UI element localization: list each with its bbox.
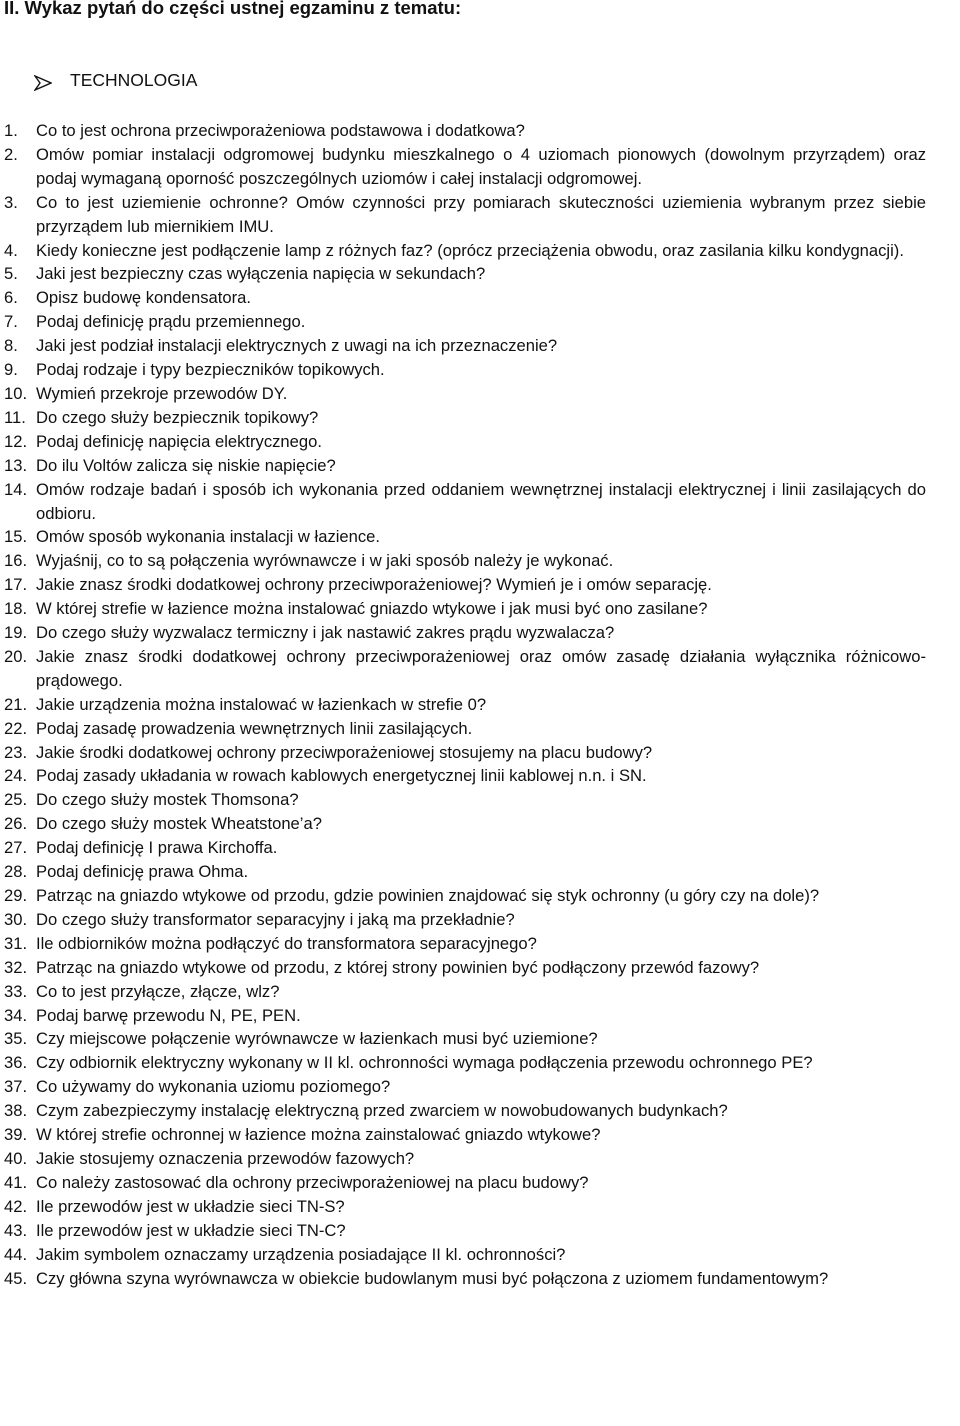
question-number: 7. (4, 312, 18, 332)
question-number: 11. (4, 407, 26, 427)
question-item (0, 908, 926, 932)
question-text: Do czego służy mostek Thomsona? (36, 790, 299, 810)
question-item (0, 430, 926, 454)
question-item (0, 143, 926, 191)
question-number: 6. (4, 288, 18, 308)
question-number: 30. (4, 909, 28, 929)
question-text: Ile przewodów jest w układzie sieci TN-C? (36, 1220, 346, 1240)
question-item (0, 1051, 926, 1075)
question-number: 36. (4, 1053, 28, 1073)
question-text: Do ilu Voltów zalicza się niskie napięcie? (36, 455, 336, 475)
question-item (0, 741, 926, 765)
question-number: 23. (4, 742, 28, 762)
question-number: 41. (4, 1172, 28, 1192)
question-number: 32. (4, 957, 28, 977)
question-text: Ile odbiorników można podłączyć do transformatora separacyjnego? (36, 933, 537, 953)
question-item (0, 836, 926, 860)
section-header (34, 67, 197, 93)
question-number: 18. (4, 599, 28, 619)
question-item (0, 358, 926, 382)
question-item (0, 1243, 926, 1267)
question-item (0, 119, 926, 143)
question-item (0, 406, 926, 430)
question-text: Czy odbiornik elektryczny wykonany w II kl. ochronności wymaga podłączenia przewodu ochronnego PE? (36, 1053, 813, 1073)
question-text: Jaki jest podział instalacji elektrycznych z uwagi na ich przeznaczenie? (36, 336, 558, 356)
question-item (0, 549, 926, 573)
question-number: 37. (4, 1077, 28, 1097)
question-number: 42. (4, 1196, 28, 1216)
question-text: Omów pomiar instalacji odgromowej budynku mieszkalnego o 4 uziomach pionowych (dowolnym przyrządem) oraz podaj wymaganą oporność poszczególnych uziomów i całej instalacji odgromowej. (36, 144, 926, 188)
question-number: 45. (4, 1268, 28, 1288)
question-item (0, 191, 926, 239)
question-number: 4. (4, 240, 18, 260)
question-number: 25. (4, 790, 28, 810)
question-item (0, 310, 926, 334)
question-text: Podaj zasady układania w rowach kablowych energetycznej linii kablowej n.n. i SN. (36, 766, 647, 786)
question-item (0, 1147, 926, 1171)
question-text: Wymień przekroje przewodów DY. (36, 383, 288, 403)
question-text: Wyjaśnij, co to są połączenia wyrównawcze i w jaki sposób należy je wykonać. (36, 551, 614, 571)
question-number: 33. (4, 981, 28, 1001)
question-item (0, 693, 926, 717)
question-item (0, 1099, 926, 1123)
question-number: 3. (4, 192, 18, 212)
question-text: Podaj definicję prawa Ohma. (36, 862, 249, 882)
question-number: 21. (4, 694, 28, 714)
question-item (0, 788, 926, 812)
question-number: 29. (4, 886, 28, 905)
question-text: Do czego służy transformator separacyjny i jaką ma przekładnie? (36, 909, 515, 929)
question-text: Opisz budowę kondensatora. (36, 288, 251, 308)
question-number: 43. (4, 1220, 28, 1240)
question-number: 38. (4, 1101, 28, 1121)
question-number: 19. (4, 623, 28, 643)
question-item (0, 573, 926, 597)
question-item (0, 1075, 926, 1099)
question-number: 28. (4, 862, 28, 882)
question-number: 39. (4, 1125, 28, 1145)
question-item (0, 1123, 926, 1147)
question-number: 12. (4, 431, 28, 451)
question-number: 17. (4, 575, 28, 595)
question-item (0, 621, 926, 645)
question-item (0, 1219, 926, 1243)
question-text: W której strefie w łazience można instalować gniazdo wtykowe i jak musi być ono zasilane? (36, 599, 708, 619)
question-item (0, 1027, 926, 1051)
question-text: Co używamy do wykonania uziomu poziomego? (36, 1077, 391, 1097)
question-text: Czy miejscowe połączenie wyrównawcze w łazienkach musi być uziemione? (36, 1029, 598, 1049)
question-text: Do czego służy wyzwalacz termiczny i jak nastawić zakres prądu wyzwalacza? (36, 623, 615, 643)
question-number: 44. (4, 1244, 28, 1264)
question-number: 34. (4, 1005, 28, 1025)
question-text: Co to jest przyłącze, złącze, wlz? (36, 981, 280, 1001)
question-text: Jakie środki dodatkowej ochrony przeciwporażeniowej stosujemy na placu budowy? (36, 742, 653, 762)
arrow-outline-icon (34, 72, 52, 88)
question-text: Jakim symbolem oznaczamy urządzenia posiadające II kl. ochronności? (36, 1244, 566, 1264)
question-item (0, 525, 926, 549)
question-item (0, 980, 926, 1004)
question-number: 22. (4, 718, 28, 738)
question-text: Czym zabezpieczymy instalację elektryczną przed zwarciem w nowobudowanych budynkach? (36, 1101, 728, 1121)
question-text: Podaj definicję prądu przemiennego. (36, 312, 306, 332)
question-number: 40. (4, 1148, 28, 1168)
question-item (0, 286, 926, 310)
question-number: 31. (4, 933, 28, 953)
question-text: Patrząc na gniazdo wtykowe od przodu, z której strony powinien być podłączony przewód fazowy? (36, 957, 760, 977)
question-number: 16. (4, 551, 28, 571)
question-item (0, 860, 926, 884)
question-item (0, 1267, 926, 1291)
question-number: 15. (4, 527, 28, 547)
question-number: 5. (4, 264, 18, 284)
question-item (0, 597, 926, 621)
question-number: 10. (4, 383, 28, 403)
question-number: 35. (4, 1029, 28, 1049)
question-text: Co to jest uziemienie ochronne? Omów czynności przy pomiarach skuteczności uziemienia wybranym przez siebie przyrządem lub miernikiem IMU. (36, 192, 926, 236)
document-heading: II. Wykaz pytań do części ustnej egzaminu z tematu: (4, 0, 462, 18)
question-number: 2. (4, 144, 18, 164)
question-number: 24. (4, 766, 28, 786)
question-text: Co należy zastosować dla ochrony przeciwporażeniowej na placu budowy? (36, 1172, 589, 1192)
question-item (0, 478, 926, 526)
question-text: Czy główna szyna wyrównawcza w obiekcie budowlanym musi być połączona z uziomem fundamentowym? (36, 1268, 829, 1288)
question-text: Podaj barwę przewodu N, PE, PEN. (36, 1005, 301, 1025)
question-item (0, 932, 926, 956)
question-item (0, 1195, 926, 1219)
question-item (0, 717, 926, 741)
question-item (0, 812, 926, 836)
question-number: 8. (4, 336, 18, 356)
question-item (0, 956, 926, 980)
question-text: Kiedy konieczne jest podłączenie lamp z różnych faz? (oprócz przeciążenia obwodu, oraz zasilania kilku kondygnacji). (36, 240, 904, 260)
question-text: Podaj definicję napięcia elektrycznego. (36, 431, 322, 451)
question-text: Co to jest ochrona przeciwporażeniowa podstawowa i dodatkowa? (36, 121, 525, 140)
question-text: Jakie znasz środki dodatkowej ochrony przeciwporażeniowej oraz omów zasadę działania wyłącznika różnicowo-prądowego. (36, 646, 926, 690)
question-text: Omów rodzaje badań i sposób ich wykonania przed oddaniem wewnętrznej instalacji elektrycznej i linii zasilających do odbioru. (36, 479, 926, 523)
question-item (0, 454, 926, 478)
question-text: Jakie znasz środki dodatkowej ochrony przeciwporażeniowej? Wymień je i omów separację. (36, 575, 712, 595)
question-text: Jaki jest bezpieczny czas wyłączenia napięcia w sekundach? (36, 264, 486, 284)
question-text: Jakie stosujemy oznaczenia przewodów fazowych? (36, 1148, 415, 1168)
question-item (0, 262, 926, 286)
question-text: Jakie urządzenia można instalować w łazienkach w strefie 0? (36, 694, 487, 714)
question-text: W której strefie ochronnej w łazience można zainstalować gniazdo wtykowe? (36, 1125, 601, 1145)
question-item (0, 239, 926, 263)
question-item (0, 645, 926, 693)
question-number: 20. (4, 646, 28, 666)
question-text: Podaj rodzaje i typy bezpieczników topikowych. (36, 360, 385, 380)
question-text: Podaj zasadę prowadzenia wewnętrznych linii zasilających. (36, 718, 473, 738)
question-text: Do czego służy mostek Wheatstone’a? (36, 814, 322, 834)
section-title: TECHNOLOGIA (70, 70, 198, 90)
question-number: 14. (4, 479, 28, 499)
question-number: 26. (4, 814, 28, 834)
question-number: 9. (4, 360, 18, 380)
question-item (0, 1004, 926, 1028)
question-list (0, 119, 926, 1290)
question-text: Do czego służy bezpiecznik topikowy? (36, 407, 319, 427)
question-item (0, 1171, 926, 1195)
question-number: 13. (4, 455, 28, 475)
question-item (0, 764, 926, 788)
question-item (0, 382, 926, 406)
question-text: Patrząc na gniazdo wtykowe od przodu, gdzie powinien znajdować się styk ochronny (u góry czy na dole)? (36, 886, 820, 905)
question-text: Podaj definicję I prawa Kirchoffa. (36, 838, 278, 858)
question-text: Omów sposób wykonania instalacji w łazience. (36, 527, 381, 547)
question-text: Ile przewodów jest w układzie sieci TN-S? (36, 1196, 345, 1216)
question-number: 1. (4, 121, 18, 140)
question-item (0, 884, 926, 908)
question-item (0, 334, 926, 358)
question-number: 27. (4, 838, 28, 858)
